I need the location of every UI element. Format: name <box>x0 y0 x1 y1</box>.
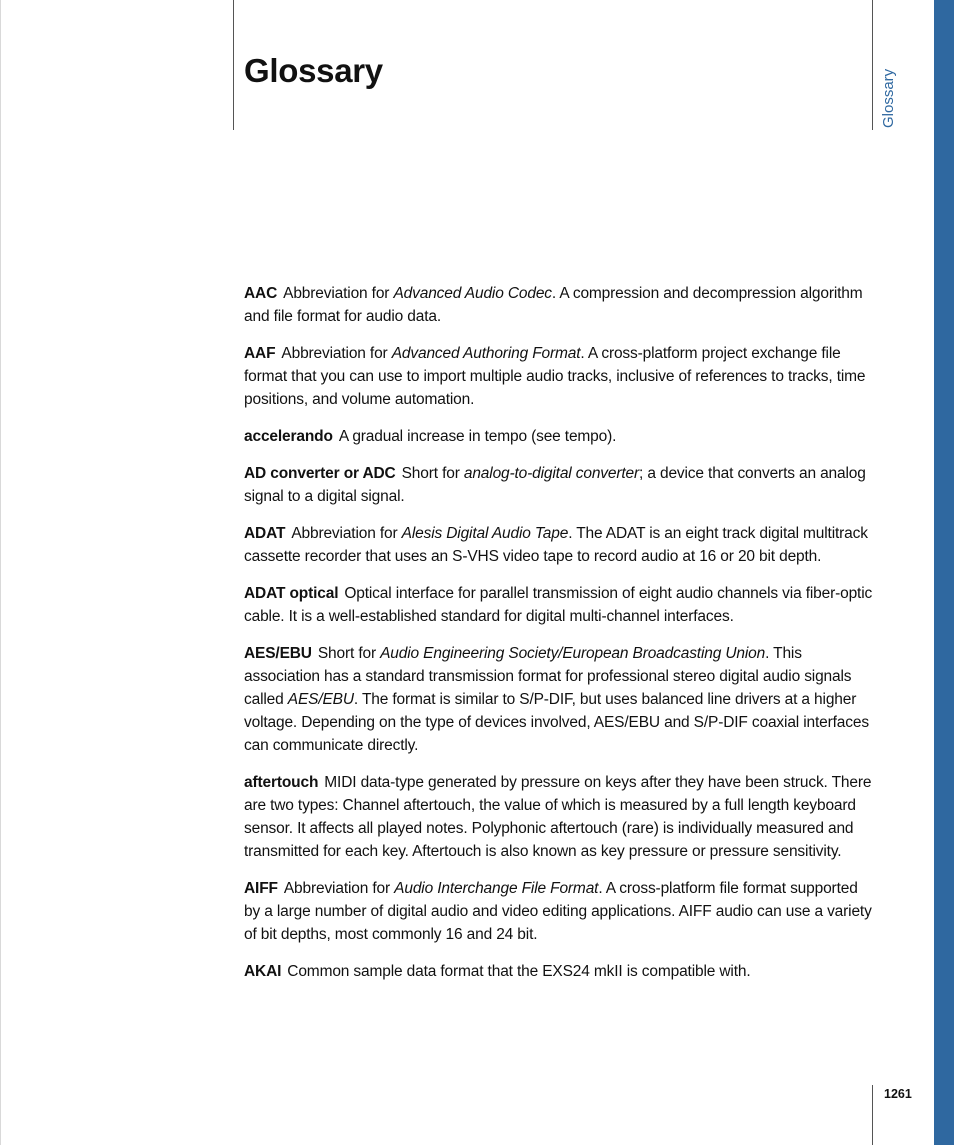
page-left-edge <box>0 0 1 1145</box>
definition-emphasis: Audio Engineering Society/European Broadcasting Union <box>380 645 766 662</box>
definition-text: Short for <box>317 645 381 662</box>
definition-text: MIDI data-type generated by pressure on keys after they have been struck. There are two types: Channel aftertouch, the value of which is measured by a full length keyboard sensor. It affects all played notes. Polyphonic aftertouch (rare) is individually measured and transmitted for each key. Aftertouch is also known as key pressure or pressure sensitivity. <box>244 774 872 860</box>
definition-text: . A cross-platform project exchange file format that you can use to import multiple audio tracks, inclusive of references to tracks, time positions, and volume automation. <box>244 345 866 408</box>
definition-text: Common sample data format that the EXS24 mkII is compatible with. <box>287 963 751 980</box>
glossary-entries <box>244 282 876 997</box>
glossary-term: accelerando <box>244 428 333 445</box>
definition-text: . The format is similar to S/P-DIF, but uses balanced line drivers at a higher voltage. Depending on the type of devices involved, AES/EBU and S/P-DIF coaxial interfaces can communicate directly. <box>244 691 869 754</box>
definition-text: Abbreviation for <box>291 525 402 542</box>
title-rule <box>233 0 234 130</box>
glossary-entry <box>244 771 876 863</box>
definition-emphasis: Audio Interchange File Format <box>394 880 599 897</box>
chapter-edge-bar <box>934 0 954 1145</box>
page-number: 1261 <box>884 1087 912 1101</box>
glossary-term: ADAT <box>244 525 286 542</box>
glossary-entry <box>244 462 876 508</box>
definition-emphasis: analog-to-digital converter <box>463 465 640 482</box>
glossary-entry <box>244 425 876 448</box>
glossary-term: AKAI <box>244 963 282 980</box>
glossary-entry <box>244 877 876 946</box>
page-title: Glossary <box>244 52 383 89</box>
definition-text: . A compression and decompression algorithm and file format for audio data. <box>244 285 863 325</box>
glossary-term: AD converter or ADC <box>244 465 396 482</box>
definition-text: Optical interface for parallel transmission of eight audio channels via fiber-optic cable. It is a well-established standard for digital multi-channel interfaces. <box>244 585 873 625</box>
glossary-term: ADAT optical <box>244 585 339 602</box>
definition-emphasis: Advanced Authoring Format <box>391 345 581 362</box>
definition-text: Abbreviation for <box>283 285 394 302</box>
definition-emphasis: Advanced Audio Codec <box>393 285 552 302</box>
side-tab-rule <box>872 0 873 130</box>
definition-text: . This association has a standard transmission format for professional stereo digital audio signals called <box>244 645 852 708</box>
footer-rule <box>872 1085 873 1145</box>
glossary-entry <box>244 342 876 411</box>
definition-text: A gradual increase in tempo (see tempo). <box>338 428 617 445</box>
glossary-term: AIFF <box>244 880 278 897</box>
glossary-term: AAC <box>244 285 278 302</box>
glossary-term: aftertouch <box>244 774 319 791</box>
definition-text: Abbreviation for <box>281 345 392 362</box>
glossary-entry <box>244 282 876 328</box>
glossary-entry <box>244 642 876 757</box>
definition-text: ; a device that converts an analog signal to a digital signal. <box>244 465 866 505</box>
glossary-entry <box>244 960 876 983</box>
glossary-term: AAF <box>244 345 276 362</box>
glossary-entry <box>244 582 876 628</box>
definition-text: . The ADAT is an eight track digital multitrack cassette recorder that uses an S-VHS video tape to record audio at 16 or 20 bit depth. <box>244 525 868 565</box>
glossary-entry <box>244 522 876 568</box>
glossary-term: AES/EBU <box>244 645 312 662</box>
side-chapter-tab: Glossary <box>880 68 897 128</box>
definition-text: . A cross-platform file format supported by a large number of digital audio and video editing applications. AIFF audio can use a variety of bit depths, most commonly 16 and 24 bit. <box>244 880 872 943</box>
definition-emphasis: AES/EBU <box>287 691 354 708</box>
definition-text: Short for <box>401 465 464 482</box>
definition-text: Abbreviation for <box>283 880 395 897</box>
definition-emphasis: Alesis Digital Audio Tape <box>401 525 569 542</box>
